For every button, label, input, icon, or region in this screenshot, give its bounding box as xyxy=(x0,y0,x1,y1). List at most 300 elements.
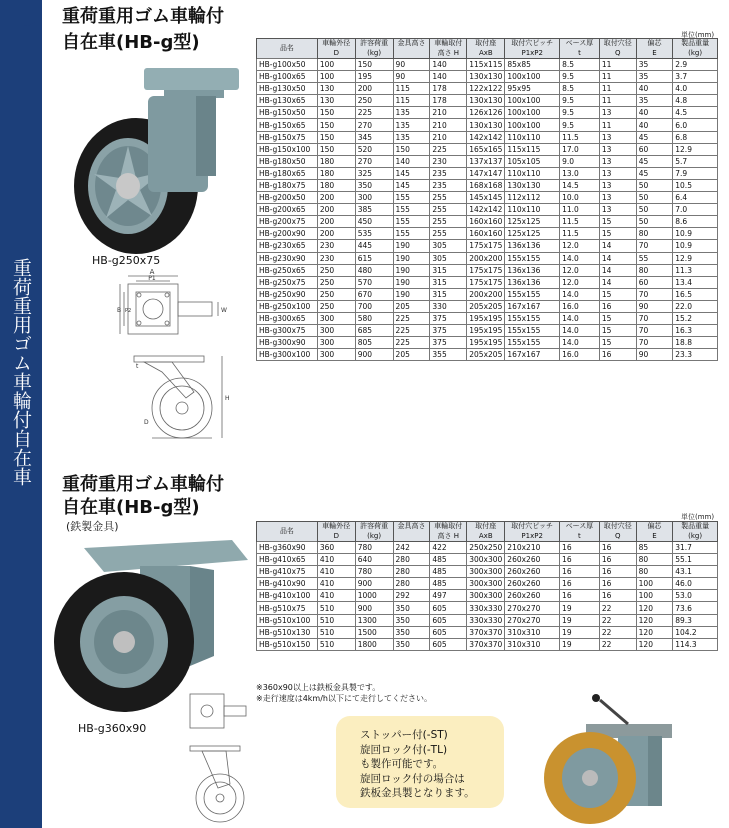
table-cell: 422 xyxy=(430,542,467,554)
product-name-cell: HB-g510x130 xyxy=(257,626,318,638)
table-row xyxy=(257,300,718,312)
table-cell: 14.0 xyxy=(560,337,600,349)
table-cell: 180 xyxy=(317,155,355,167)
table-cell: 100x100 xyxy=(505,71,560,83)
table-cell: 16 xyxy=(599,566,636,578)
table-cell: 14.0 xyxy=(560,312,600,324)
table-row xyxy=(257,179,718,191)
table-cell: 300 xyxy=(317,325,355,337)
column-subheader: 高さ H xyxy=(430,49,467,59)
table-cell: 200 xyxy=(355,83,393,95)
column-header: 製品重量 xyxy=(673,522,718,532)
table-cell: 16 xyxy=(599,300,636,312)
caster-photo-urethane-stopper xyxy=(530,694,692,826)
table-cell: 31.7 xyxy=(673,542,718,554)
table-cell: 780 xyxy=(355,566,393,578)
table-row xyxy=(257,578,718,590)
table-row xyxy=(257,264,718,276)
table-row xyxy=(257,83,718,95)
table-cell: 195x195 xyxy=(467,337,505,349)
table-cell: 280 xyxy=(393,554,430,566)
table-cell: 16 xyxy=(599,554,636,566)
callout-line: 旋回ロック付の場合は xyxy=(360,772,465,785)
product-name-cell: HB-g410x100 xyxy=(257,590,318,602)
table-cell: 35 xyxy=(636,59,673,71)
product-name-cell: HB-g100x65 xyxy=(257,71,318,83)
table-cell: 225 xyxy=(393,337,430,349)
table-row xyxy=(257,638,718,650)
table-cell: 13 xyxy=(599,155,636,167)
table-cell: 167x167 xyxy=(505,300,560,312)
callout-line: ストッパー付(-ST) xyxy=(360,729,448,741)
table-cell: 80 xyxy=(636,264,673,276)
table-cell: 14 xyxy=(599,240,636,252)
table-cell: 1300 xyxy=(355,614,393,626)
table-cell: 190 xyxy=(393,288,430,300)
table-cell: 155x155 xyxy=(505,312,560,324)
column-header: 車輪取付 xyxy=(430,39,467,49)
table-cell: 270x270 xyxy=(505,602,560,614)
table-cell: 112x112 xyxy=(505,192,560,204)
table-cell: 115x115 xyxy=(467,59,505,71)
table-cell: 90 xyxy=(393,59,430,71)
table-cell: 350 xyxy=(393,638,430,650)
table-row xyxy=(257,155,718,167)
table-cell: 255 xyxy=(430,216,467,228)
table-cell: 900 xyxy=(355,602,393,614)
table-cell: 242 xyxy=(393,542,430,554)
table-cell: 270 xyxy=(355,119,393,131)
table-row xyxy=(257,542,718,554)
column-header: ベース厚 xyxy=(560,39,600,49)
product-name-cell: HB-g100x50 xyxy=(257,59,318,71)
table-cell: 115 xyxy=(393,95,430,107)
section1-spec-table xyxy=(256,38,718,361)
table-cell: 200x200 xyxy=(467,252,505,264)
table-cell: 150 xyxy=(317,143,355,155)
table-cell: 19 xyxy=(560,602,600,614)
table-row xyxy=(257,228,718,240)
table-cell: 19 xyxy=(560,614,600,626)
table-cell: 325 xyxy=(355,167,393,179)
table-row xyxy=(257,349,718,361)
table-cell: 16 xyxy=(599,590,636,602)
table-row xyxy=(257,204,718,216)
table-cell: 45 xyxy=(636,167,673,179)
table-cell: 605 xyxy=(430,602,467,614)
table-cell: 7.9 xyxy=(673,167,718,179)
callout-line: 鉄板金具製となります。 xyxy=(360,787,475,799)
table-cell: 125x125 xyxy=(505,228,560,240)
drawing-label-b: B xyxy=(117,307,122,314)
table-cell: 250 xyxy=(317,300,355,312)
section2-photo-caption: HB-g360x90 xyxy=(78,722,147,735)
table-cell: 410 xyxy=(317,566,355,578)
table-cell: 8.5 xyxy=(560,59,600,71)
table-cell: 10.0 xyxy=(560,192,600,204)
table-cell: 510 xyxy=(317,638,355,650)
table-cell: 35 xyxy=(636,71,673,83)
table-cell: 580 xyxy=(355,312,393,324)
product-name-cell: HB-g130x50 xyxy=(257,83,318,95)
table-cell: 22 xyxy=(599,626,636,638)
section2-header-row-bottom xyxy=(257,532,718,542)
table-cell: 235 xyxy=(430,179,467,191)
table-cell: 130x130 xyxy=(467,71,505,83)
product-name-cell: HB-g300x65 xyxy=(257,312,318,324)
product-name-cell: HB-g300x100 xyxy=(257,349,318,361)
table-cell: 11 xyxy=(599,59,636,71)
table-cell: 300x300 xyxy=(467,554,505,566)
table-row xyxy=(257,59,718,71)
table-cell: 11 xyxy=(599,119,636,131)
table-row xyxy=(257,288,718,300)
table-cell: 410 xyxy=(317,554,355,566)
table-cell: 100 xyxy=(317,59,355,71)
table-cell: 315 xyxy=(430,264,467,276)
table-cell: 130x130 xyxy=(505,179,560,191)
drawing-label-t: t xyxy=(136,363,139,370)
table-cell: 6.8 xyxy=(673,131,718,143)
table-cell: 370x370 xyxy=(467,626,505,638)
table-cell: 178 xyxy=(430,83,467,95)
table-cell: 155 xyxy=(393,192,430,204)
side-bar-tab xyxy=(0,0,42,26)
table-cell: 15 xyxy=(599,216,636,228)
table-cell: 200x200 xyxy=(467,288,505,300)
table-cell: 300x300 xyxy=(467,578,505,590)
table-cell: 385 xyxy=(355,204,393,216)
table-cell: 5.7 xyxy=(673,155,718,167)
table-cell: 195x195 xyxy=(467,312,505,324)
table-cell: 167x167 xyxy=(505,349,560,361)
table-cell: 19 xyxy=(560,638,600,650)
column-subheader: t xyxy=(560,532,600,542)
column-header: 取付穴ピッチ xyxy=(505,522,560,532)
table-cell: 225 xyxy=(355,107,393,119)
table-cell: 9.5 xyxy=(560,107,600,119)
product-name-cell: HB-g250x65 xyxy=(257,264,318,276)
product-name-cell: HB-g200x50 xyxy=(257,192,318,204)
column-header: 取付座 xyxy=(467,39,505,49)
table-cell: 300 xyxy=(355,192,393,204)
section1-header-row-bottom xyxy=(257,49,718,59)
table-cell: 250 xyxy=(317,276,355,288)
table-cell: 90 xyxy=(636,300,673,312)
table-cell: 900 xyxy=(355,349,393,361)
table-cell: 12.9 xyxy=(673,252,718,264)
table-cell: 205 xyxy=(393,349,430,361)
table-cell: 225 xyxy=(430,143,467,155)
table-cell: 615 xyxy=(355,252,393,264)
table-cell: 110x110 xyxy=(505,167,560,179)
table-cell: 200 xyxy=(317,192,355,204)
callout-line: 旋回ロック付(-TL) xyxy=(360,743,448,756)
table-cell: 780 xyxy=(355,542,393,554)
table-cell: 250 xyxy=(317,288,355,300)
table-cell: 165x165 xyxy=(467,143,505,155)
table-cell: 250 xyxy=(317,264,355,276)
table-cell: 135 xyxy=(393,131,430,143)
table-cell: 350 xyxy=(393,626,430,638)
table-cell: 497 xyxy=(430,590,467,602)
table-cell: 4.5 xyxy=(673,107,718,119)
table-cell: 375 xyxy=(430,312,467,324)
table-cell: 180 xyxy=(317,179,355,191)
table-cell: 140 xyxy=(393,155,430,167)
column-header: 車輪外径 xyxy=(317,39,355,49)
table-cell: 370x370 xyxy=(467,638,505,650)
table-cell: 100x100 xyxy=(505,107,560,119)
table-cell: 9.0 xyxy=(560,155,600,167)
table-cell: 150 xyxy=(317,131,355,143)
table-cell: 330 xyxy=(430,300,467,312)
table-cell: 13.4 xyxy=(673,276,718,288)
side-bar-label: 重荷重用ゴム車輪付自在車 xyxy=(10,258,32,486)
table-cell: 605 xyxy=(430,626,467,638)
table-cell: 110x110 xyxy=(505,131,560,143)
table-cell: 180 xyxy=(317,167,355,179)
note-speed-limit: ※走行速度は4km/h以下にて走行してください。 xyxy=(256,694,432,703)
table-cell: 11.5 xyxy=(560,131,600,143)
table-cell: 410 xyxy=(317,590,355,602)
table-cell: 23.3 xyxy=(673,349,718,361)
table-cell: 130x130 xyxy=(467,95,505,107)
table-cell: 535 xyxy=(355,228,393,240)
table-cell: 85x85 xyxy=(505,59,560,71)
product-name-cell: HB-g180x75 xyxy=(257,179,318,191)
table-cell: 225 xyxy=(393,312,430,324)
table-cell: 570 xyxy=(355,276,393,288)
table-row xyxy=(257,566,718,578)
column-header: 取付穴径 xyxy=(599,522,636,532)
table-cell: 190 xyxy=(393,276,430,288)
drawing-label-w: W xyxy=(221,307,227,314)
column-header: 偏芯 xyxy=(636,39,673,49)
table-cell: 155 xyxy=(393,216,430,228)
table-cell: 8.6 xyxy=(673,216,718,228)
product-name-cell: HB-g230x90 xyxy=(257,252,318,264)
table-row xyxy=(257,276,718,288)
table-cell: 80 xyxy=(636,566,673,578)
table-cell: 200 xyxy=(317,228,355,240)
table-cell: 280 xyxy=(393,566,430,578)
table-cell: 15 xyxy=(599,325,636,337)
product-name-cell: HB-g410x75 xyxy=(257,566,318,578)
table-row xyxy=(257,119,718,131)
table-cell: 17.0 xyxy=(560,143,600,155)
table-cell: 230 xyxy=(317,252,355,264)
table-cell: 100 xyxy=(636,578,673,590)
product-name-cell: HB-g510x100 xyxy=(257,614,318,626)
product-name-cell: HB-g300x90 xyxy=(257,337,318,349)
table-cell: 360 xyxy=(317,542,355,554)
table-cell: 130 xyxy=(317,95,355,107)
column-header: 金具高さ xyxy=(393,39,430,49)
table-cell: 155x155 xyxy=(505,325,560,337)
table-row xyxy=(257,337,718,349)
table-cell: 685 xyxy=(355,325,393,337)
table-cell: 73.6 xyxy=(673,602,718,614)
callout-line: も製作可能です。 xyxy=(360,758,444,770)
column-subheader: t xyxy=(560,49,600,59)
column-header: 偏芯 xyxy=(636,522,673,532)
product-name-cell: HB-g150x75 xyxy=(257,131,318,143)
table-cell: 450 xyxy=(355,216,393,228)
column-header: 許容荷重 xyxy=(355,522,393,532)
table-cell: 300x300 xyxy=(467,590,505,602)
table-cell: 260x260 xyxy=(505,590,560,602)
table-cell: 130x130 xyxy=(467,119,505,131)
table-cell: 110x110 xyxy=(505,204,560,216)
product-name-cell: HB-g510x75 xyxy=(257,602,318,614)
column-subheader: AxB xyxy=(467,49,505,59)
table-cell: 13 xyxy=(599,131,636,143)
column-subheader: P1xP2 xyxy=(505,532,560,542)
product-name-cell: HB-g410x65 xyxy=(257,554,318,566)
table-row xyxy=(257,602,718,614)
table-cell: 142x142 xyxy=(467,204,505,216)
column-subheader xyxy=(393,532,430,542)
table-cell: 175x175 xyxy=(467,240,505,252)
table-cell: 40 xyxy=(636,119,673,131)
table-cell: 175x175 xyxy=(467,264,505,276)
table-cell: 305 xyxy=(430,240,467,252)
table-cell: 11.5 xyxy=(560,216,600,228)
table-cell: 3.7 xyxy=(673,71,718,83)
technical-drawing-side-view xyxy=(122,352,242,442)
table-cell: 292 xyxy=(393,590,430,602)
table-cell: 16 xyxy=(599,578,636,590)
product-name-cell: HB-g200x90 xyxy=(257,228,318,240)
table-cell: 12.0 xyxy=(560,240,600,252)
table-row xyxy=(257,95,718,107)
table-cell: 1800 xyxy=(355,638,393,650)
table-cell: 510 xyxy=(317,602,355,614)
table-cell: 155x155 xyxy=(505,252,560,264)
table-row xyxy=(257,325,718,337)
table-row xyxy=(257,167,718,179)
table-cell: 485 xyxy=(430,566,467,578)
column-header: 取付穴径 xyxy=(599,39,636,49)
table-cell: 136x136 xyxy=(505,276,560,288)
table-cell: 70 xyxy=(636,288,673,300)
table-cell: 485 xyxy=(430,578,467,590)
table-cell: 105x105 xyxy=(505,155,560,167)
table-cell: 330x330 xyxy=(467,602,505,614)
table-cell: 205 xyxy=(393,300,430,312)
table-cell: 60 xyxy=(636,143,673,155)
table-cell: 355 xyxy=(430,349,467,361)
table-row xyxy=(257,143,718,155)
section1-title-line2: 自在車(HB-g型) xyxy=(62,32,200,53)
table-cell: 670 xyxy=(355,288,393,300)
table-row xyxy=(257,216,718,228)
table-cell: 300 xyxy=(317,349,355,361)
section2-title-line1: 重荷重用ゴム車輪付 xyxy=(62,474,224,495)
table-cell: 46.0 xyxy=(673,578,718,590)
table-cell: 175x175 xyxy=(467,276,505,288)
table-cell: 80 xyxy=(636,554,673,566)
table-cell: 126x126 xyxy=(467,107,505,119)
table-cell: 16 xyxy=(560,590,600,602)
table-cell: 300x300 xyxy=(467,566,505,578)
table-cell: 150 xyxy=(317,107,355,119)
table-cell: 135 xyxy=(393,119,430,131)
table-cell: 9.5 xyxy=(560,95,600,107)
side-bar xyxy=(0,0,42,828)
table-cell: 16.5 xyxy=(673,288,718,300)
table-cell: 4.8 xyxy=(673,95,718,107)
table-cell: 445 xyxy=(355,240,393,252)
technical-drawing-2-top-view xyxy=(176,684,256,740)
table-cell: 375 xyxy=(430,337,467,349)
table-row xyxy=(257,71,718,83)
table-cell: 15 xyxy=(599,288,636,300)
table-cell: 16 xyxy=(599,542,636,554)
table-cell: 104.2 xyxy=(673,626,718,638)
table-cell: 50 xyxy=(636,204,673,216)
table-cell: 270x270 xyxy=(505,614,560,626)
table-cell: 250 xyxy=(355,95,393,107)
table-cell: 40 xyxy=(636,83,673,95)
table-cell: 70 xyxy=(636,325,673,337)
table-cell: 145x145 xyxy=(467,192,505,204)
table-cell: 125x125 xyxy=(505,216,560,228)
table-row xyxy=(257,107,718,119)
column-header: 許容荷重 xyxy=(355,39,393,49)
table-cell: 10.9 xyxy=(673,240,718,252)
table-cell: 147x147 xyxy=(467,167,505,179)
product-name-cell: HB-g180x50 xyxy=(257,155,318,167)
table-cell: 14.0 xyxy=(560,325,600,337)
table-cell: 14.0 xyxy=(560,252,600,264)
table-cell: 35 xyxy=(636,95,673,107)
table-cell: 210 xyxy=(430,131,467,143)
table-cell: 50 xyxy=(636,179,673,191)
table-cell: 520 xyxy=(355,143,393,155)
table-cell: 485 xyxy=(430,554,467,566)
table-cell: 205x205 xyxy=(467,349,505,361)
drawing-label-p1: P1 xyxy=(148,275,156,282)
table-cell: 9.5 xyxy=(560,71,600,83)
table-cell: 122x122 xyxy=(467,83,505,95)
table-cell: 14 xyxy=(599,264,636,276)
table-cell: 89.3 xyxy=(673,614,718,626)
table-cell: 136x136 xyxy=(505,240,560,252)
table-cell: 19 xyxy=(560,626,600,638)
table-cell: 120 xyxy=(636,602,673,614)
table-cell: 140 xyxy=(430,59,467,71)
table-cell: 45 xyxy=(636,155,673,167)
table-cell: 178 xyxy=(430,95,467,107)
column-header: 車輪取付 xyxy=(430,522,467,532)
column-subheader: AxB xyxy=(467,532,505,542)
column-subheader: E xyxy=(636,49,673,59)
table-cell: 114.3 xyxy=(673,638,718,650)
table-cell: 605 xyxy=(430,638,467,650)
table-cell: 16 xyxy=(560,578,600,590)
table-cell: 16.3 xyxy=(673,325,718,337)
table-cell: 14.0 xyxy=(560,288,600,300)
product-name-cell: HB-g200x75 xyxy=(257,216,318,228)
table-cell: 200 xyxy=(317,216,355,228)
table-cell: 2.9 xyxy=(673,59,718,71)
table-cell: 140 xyxy=(430,71,467,83)
table-row xyxy=(257,554,718,566)
table-cell: 80 xyxy=(636,228,673,240)
table-cell: 70 xyxy=(636,240,673,252)
